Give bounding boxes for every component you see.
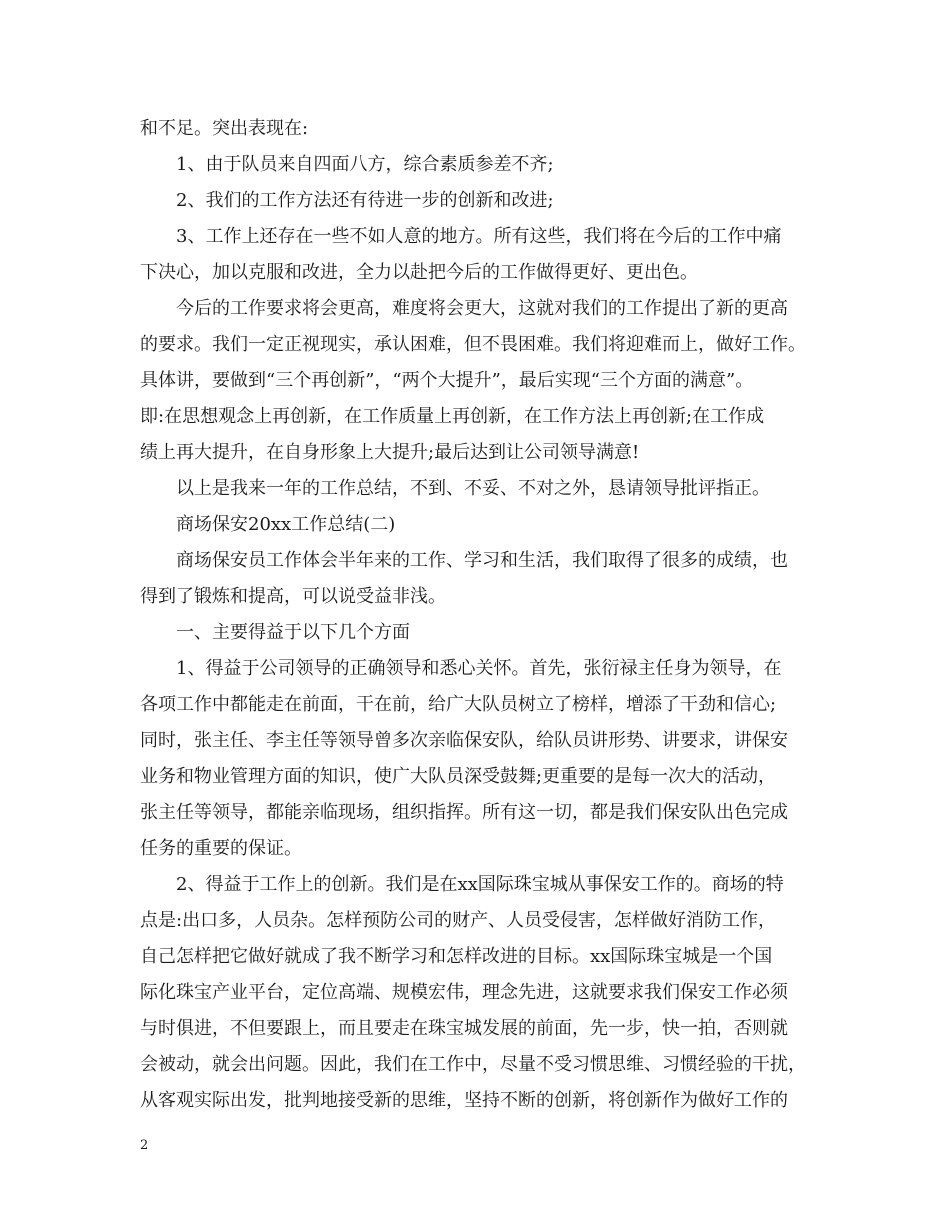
text-line: 2、我们的工作方法还有待进一步的创新和改进; <box>176 190 554 211</box>
text-line: 际化珠宝产业平台，定位高端、规模宏伟，理念先进，这就要求我们保安工作必须 <box>140 982 788 1003</box>
text-line: 2、得益于工作上的创新。我们是在xx国际珠宝城从事保安工作的。商场的特 <box>176 874 784 895</box>
text-line: 以上是我来一年的工作总结，不到、不妥、不对之外，恳请领导批评指正。 <box>176 478 770 499</box>
text-line: 1、由于队员来自四面八方，综合素质参差不齐; <box>176 154 554 175</box>
text-line: 3、工作上还存在一些不如人意的地方。所有这些，我们将在今后的工作中痛 <box>176 226 782 247</box>
text-line: 具体讲，要做到“三个再创新”，“两个大提升”，最后实现“三个方面的满意”。 <box>140 370 754 391</box>
text-line: 各项工作中都能走在前面，干在前，给广大队员树立了榜样，增添了干劲和信心; <box>140 694 777 715</box>
section-title: 商场保安20xx工作总结(二) <box>176 514 396 535</box>
section-heading: 一、主要得益于以下几个方面 <box>176 622 410 643</box>
text-line: 会被动，就会出问题。因此，我们在工作中，尽量不受习惯思维、习惯经验的干扰， <box>140 1054 806 1075</box>
page-number: 2 <box>140 1138 149 1153</box>
text-line: 任务的重要的保证。 <box>140 838 302 859</box>
text-line: 绩上再大提升，在自身形象上大提升;最后达到让公司领导满意! <box>140 442 640 463</box>
text-line: 即:在思想观念上再创新，在工作质量上再创新，在工作方法上再创新;在工作成 <box>140 406 765 427</box>
text-line: 下决心，加以克服和改进，全力以赴把今后的工作做得更好、更出色。 <box>140 262 698 283</box>
text-line: 商场保安员工作体会半年来的工作、学习和生活，我们取得了很多的成绩，也 <box>176 550 788 571</box>
text-line: 从客观实际出发，批判地接受新的思维，坚持不断的创新，将创新作为做好工作的 <box>140 1090 788 1111</box>
text-line: 得到了锻炼和提高，可以说受益非浅。 <box>140 586 446 607</box>
text-line: 今后的工作要求将会更高，难度将会更大，这就对我们的工作提出了新的更高 <box>176 298 788 319</box>
text-line: 业务和物业管理方面的知识，使广大队员深受鼓舞;更重要的是每一次大的活动， <box>140 766 777 787</box>
text-line: 的要求。我们一定正视现实，承认困难，但不畏困难。我们将迎难而上，做好工作。 <box>140 334 806 355</box>
text-line: 张主任等领导，都能亲临现场，组织指挥。所有这一切，都是我们保安队出色完成 <box>140 802 788 823</box>
text-line: 和不足。突出表现在: <box>140 118 309 139</box>
text-line: 同时，张主任、李主任等领导曾多次亲临保安队，给队员讲形势、讲要求，讲保安 <box>140 730 788 751</box>
text-line: 点是:出口多，人员杂。怎样预防公司的财产、人员受侵害，怎样做好消防工作， <box>140 910 777 931</box>
text-line: 1、得益于公司领导的正确领导和悉心关怀。首先，张衍禄主任身为领导，在 <box>176 658 782 679</box>
text-line: 自己怎样把它做好就成了我不断学习和怎样改进的目标。xx国际珠宝城是一个国 <box>140 946 773 967</box>
text-line: 与时俱进，不但要跟上，而且要走在珠宝城发展的前面，先一步，快一拍，否则就 <box>140 1018 788 1039</box>
